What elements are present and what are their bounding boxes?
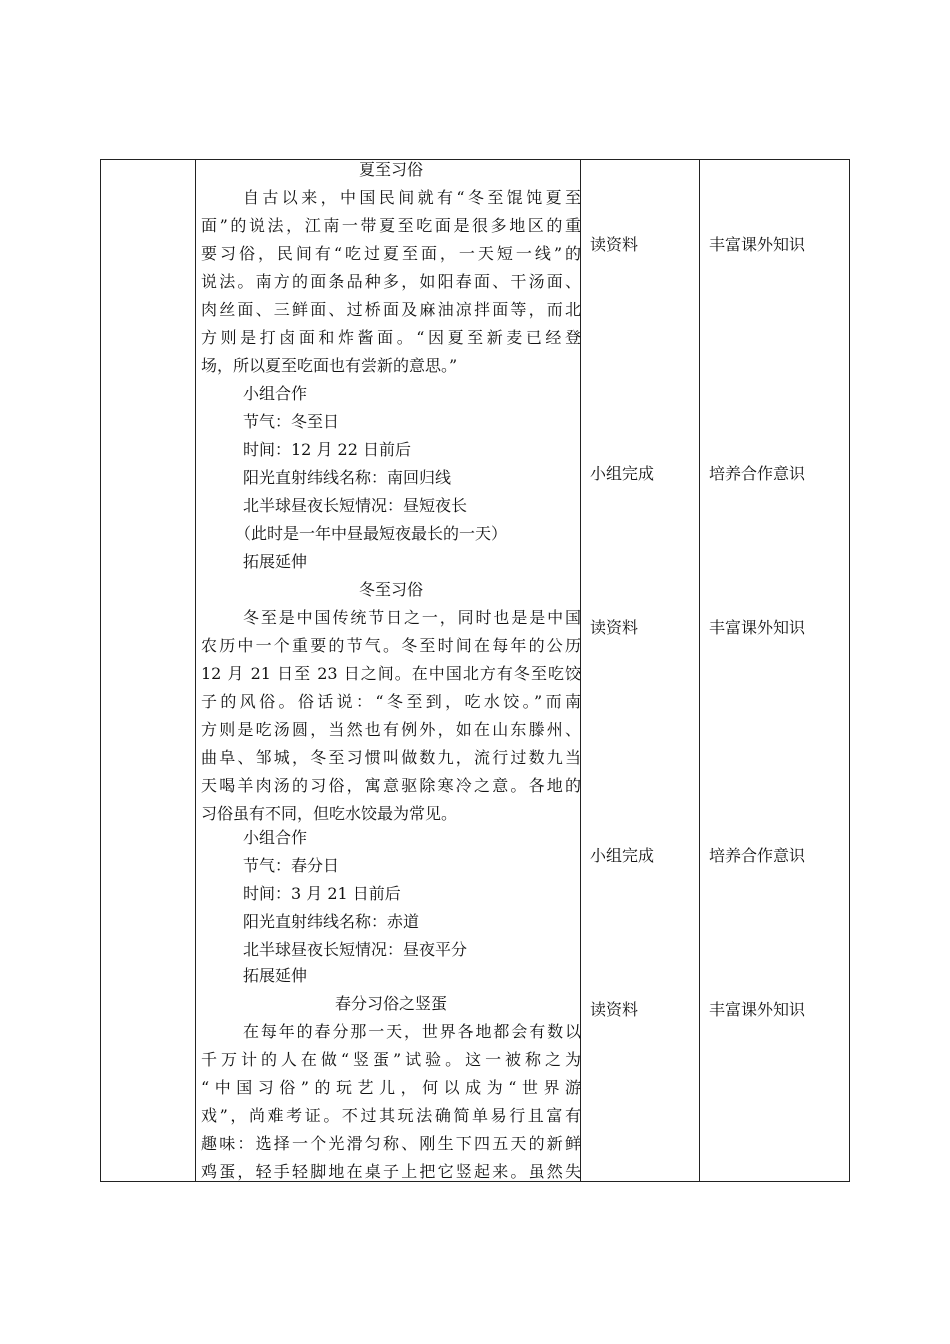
paragraph-line: 千万计的人在做“竖蛋”试验。这一被称之为 <box>201 1050 581 1069</box>
paragraph-line: 趣味：选择一个光滑匀称、刚生下四五天的新鲜 <box>201 1134 581 1153</box>
group-task-line: 时间：12 月 22 日前后 <box>243 440 411 459</box>
group-task-line: 北半球昼夜长短情况：昼夜平分 <box>243 940 468 959</box>
paragraph-line: 要习俗，民间有“吃过夏至面，一天短一线”的 <box>201 244 581 263</box>
paragraph-line: “中国习俗”的玩艺儿，何以成为“世界游 <box>201 1078 581 1097</box>
paragraph-line: 12 月 21 日至 23 日之间。在中国北方有冬至吃饺 <box>201 664 581 683</box>
student-activity-cell: 读资料 <box>590 235 639 254</box>
design-intent-cell: 培养合作意识 <box>709 464 806 483</box>
design-intent-cell: 培养合作意识 <box>709 846 806 865</box>
paragraph-line: 方则是打卤面和炸酱面。“因夏至新麦已经登 <box>201 328 581 347</box>
student-activity-cell: 读资料 <box>590 618 639 637</box>
paragraph-line: 面”的说法，江南一带夏至吃面是很多地区的重 <box>201 216 581 235</box>
paragraph-line: 子的风俗。俗话说：“冬至到，吃水饺。”而南 <box>201 692 581 711</box>
paragraph-line: 天喝羊肉汤的习俗，寓意驱除寒冷之意。各地的 <box>201 776 581 795</box>
group-task-line: 小组合作 <box>243 828 308 847</box>
column-divider <box>195 160 196 1181</box>
student-activity-cell: 小组完成 <box>590 846 655 865</box>
section-title: 春分习俗之竖蛋 <box>334 994 447 1013</box>
group-task-line: 阳光直射纬线名称：南回归线 <box>243 468 452 487</box>
paragraph-line: 方则是吃汤圆，当然也有例外，如在山东滕州、 <box>201 720 581 739</box>
paragraph-line: 说法。南方的面条品种多，如阳春面、干汤面、 <box>201 272 581 291</box>
design-intent-cell: 丰富课外知识 <box>709 235 806 254</box>
group-task-line: 阳光直射纬线名称：赤道 <box>243 912 420 931</box>
group-task-line: 小组合作 <box>243 384 308 403</box>
group-task-line: 时间：3 月 21 日前后 <box>243 884 401 903</box>
group-task-line: 节气：冬至日 <box>243 412 340 431</box>
section-title: 夏至习俗 <box>358 160 423 179</box>
group-task-line: （此时是一年中昼最短夜最长的一天） <box>235 524 508 543</box>
paragraph-line: 自古以来，中国民间就有“冬至馄饨夏至 <box>243 188 581 207</box>
group-task-line: 拓展延伸 <box>243 552 308 571</box>
paragraph-line: 曲阜、邹城，冬至习惯叫做数九，流行过数九当 <box>201 748 581 767</box>
paragraph-line: 肉丝面、三鲜面、过桥面及麻油凉拌面等，而北 <box>201 300 581 319</box>
column-divider <box>699 160 700 1181</box>
paragraph-line: 在每年的春分那一天，世界各地都会有数以 <box>243 1022 581 1041</box>
paragraph-line: 戏”，尚难考证。不过其玩法确简单易行且富有 <box>201 1106 581 1125</box>
student-activity-cell: 小组完成 <box>590 464 655 483</box>
student-activity-cell: 读资料 <box>590 1000 639 1019</box>
paragraph-line: 鸡蛋，轻手轻脚地在桌子上把它竖起来。虽然失 <box>201 1162 581 1181</box>
design-intent-cell: 丰富课外知识 <box>709 618 806 637</box>
lesson-table <box>100 159 850 1182</box>
paragraph-line: 习俗虽有不同，但吃水饺最为常见。 <box>201 804 458 823</box>
group-task-line: 北半球昼夜长短情况：昼短夜长 <box>243 496 468 515</box>
paragraph-line: 场，所以夏至吃面也有尝新的意思。” <box>201 356 458 375</box>
section-title: 冬至习俗 <box>358 580 423 599</box>
group-task-line: 拓展延伸 <box>243 966 308 985</box>
paragraph-line: 冬至是中国传统节日之一，同时也是是中国 <box>243 608 581 627</box>
group-task-line: 节气：春分日 <box>243 856 340 875</box>
paragraph-line: 农历中一个重要的节气。冬至时间在每年的公历 <box>201 636 581 655</box>
design-intent-cell: 丰富课外知识 <box>709 1000 806 1019</box>
